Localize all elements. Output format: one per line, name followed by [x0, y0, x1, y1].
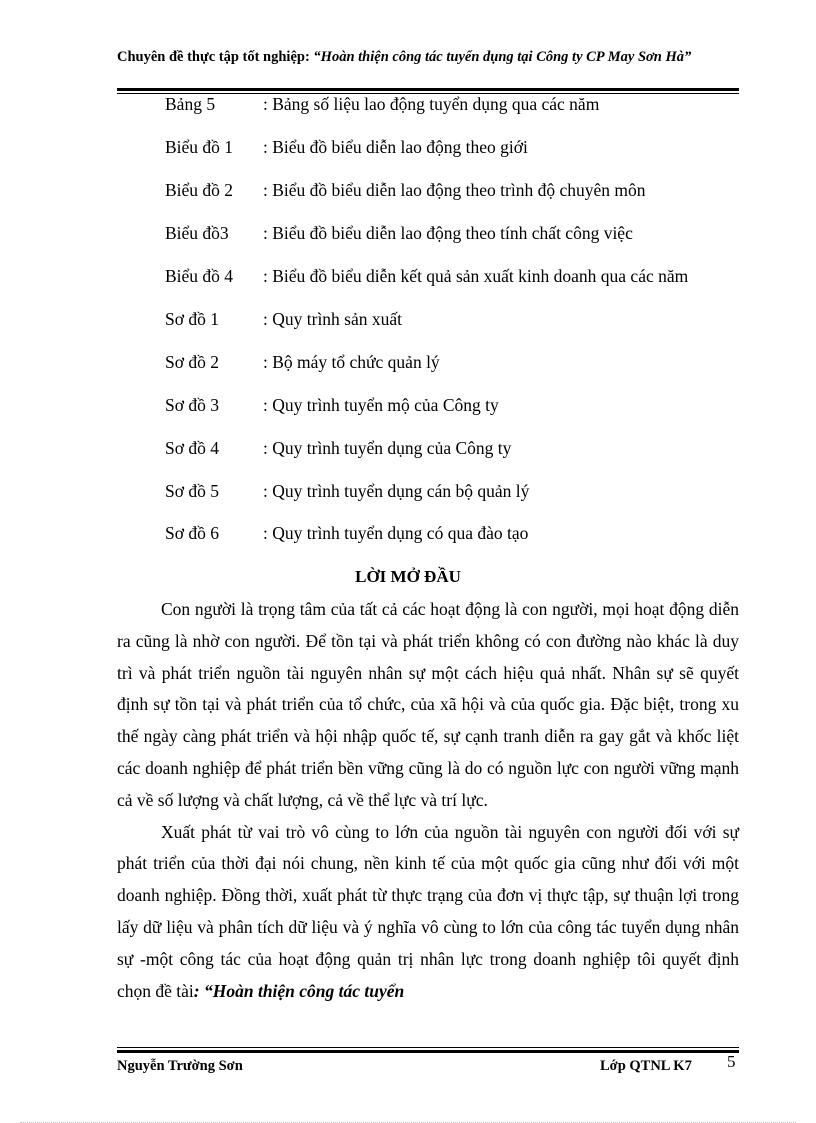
body-text	[117, 594, 739, 1007]
header-topic: “Hoàn thiện công tác tuyển dụng tại Công ty CP May Sơn Hà”	[313, 49, 692, 65]
footer-rule-thick	[117, 1050, 739, 1053]
paragraph-2-text: Xuất phát từ vai trò vô cùng to lớn của nguồn tài nguyên con người đối với sự phát triển của thời đại nói chung, nền kinh tế của một quốc gia cũng như đối với một doanh nghiệp. Đồng thời, xuất phát từ thực trạng của đơn vị thực tập, sự thuận lợi trong lấy dữ liệu và phân tích dữ liệu và ý nghĩa vô cùng to lớn của công tác tuyển dụng nhân sự -một công tác của hoạt động quản trị nhân lực trong doanh nghiệp tôi quyết định chọn đề tài	[117, 821, 739, 1001]
list-item-desc: : Bảng số liệu lao động tuyển dụng qua các năm	[263, 94, 600, 114]
header-label: Chuyên đề thực tập tốt nghiệp:	[117, 49, 310, 65]
list-item-desc: : Biểu đồ biểu diễn lao động theo tính chất công việc	[263, 223, 633, 243]
list-item-label: Biểu đồ 1	[165, 137, 234, 157]
footer-class: Lớp QTNL K7	[600, 1058, 692, 1074]
list-item-desc: : Biểu đồ biểu diễn kết quả sản xuất kinh doanh qua các năm	[263, 266, 689, 286]
list-item-label: Sơ đồ 6	[165, 523, 219, 543]
list-item-label: Biểu đồ 4	[165, 266, 234, 286]
list-item-desc: : Biểu đồ biểu diễn lao động theo trình độ chuyên môn	[263, 180, 646, 200]
list-item-desc: : Quy trình tuyển dụng có qua đào tạo	[263, 523, 529, 543]
list-item-label: Bảng 5	[165, 94, 216, 114]
list-item-desc: : Quy trình tuyển mộ của Công ty	[263, 395, 499, 415]
list-item-desc: : Quy trình tuyển dụng của Công ty	[263, 438, 512, 458]
list-item-label: Sơ đồ 3	[165, 395, 219, 415]
header-rule-thick	[117, 88, 739, 91]
paragraph-2-topic: : “Hoàn thiện công tác tuyển	[193, 980, 405, 1001]
list-item-desc: : Bộ máy tổ chức quản lý	[263, 352, 440, 372]
list-item-desc: : Biểu đồ biểu diễn lao động theo giới	[263, 137, 528, 157]
paragraph-2	[117, 817, 739, 1008]
list-item-label: Sơ đồ 5	[165, 481, 219, 501]
footer-rule-thin	[117, 1047, 739, 1048]
list-item-label: Biểu đồ3	[165, 223, 229, 243]
section-title: LỜI MỞ ĐẦU	[355, 567, 461, 586]
list-item-desc: : Quy trình tuyển dụng cán bộ quản lý	[263, 481, 530, 501]
page-number: 5	[727, 1052, 736, 1071]
page-header	[117, 49, 739, 66]
list-item-label: Biểu đồ 2	[165, 180, 234, 200]
footer-author: Nguyễn Trường Sơn	[117, 1058, 243, 1074]
list-item-label: Sơ đồ 2	[165, 352, 219, 372]
paragraph-1: Con người là trọng tâm của tất cả các hoạt động là con người, mọi hoạt động diễn ra cũng là nhờ con người. Để tồn tại và phát triển không có con đường nào khác là duy trì và phát triển nguồn tài nguyên nhân sự một cách hiệu quả nhất. Nhân sự sẽ quyết định sự tồn tại và phát triển của tổ chức, của xã hội và của quốc gia. Đặc biệt, trong xu thế ngày càng phát triển và hội nhập quốc tế, sự cạnh tranh diễn ra gay gắt và khốc liệt các doanh nghiệp để phát triển bền vững cũng là do có nguồn lực con người vững mạnh cả về số lượng và chất lượng, cả về thể lực và trí lực.	[117, 599, 739, 810]
list-item-label: Sơ đồ 4	[165, 438, 219, 458]
list-item-label: Sơ đồ 1	[165, 309, 219, 329]
list-item-desc: : Quy trình sản xuất	[263, 309, 403, 329]
